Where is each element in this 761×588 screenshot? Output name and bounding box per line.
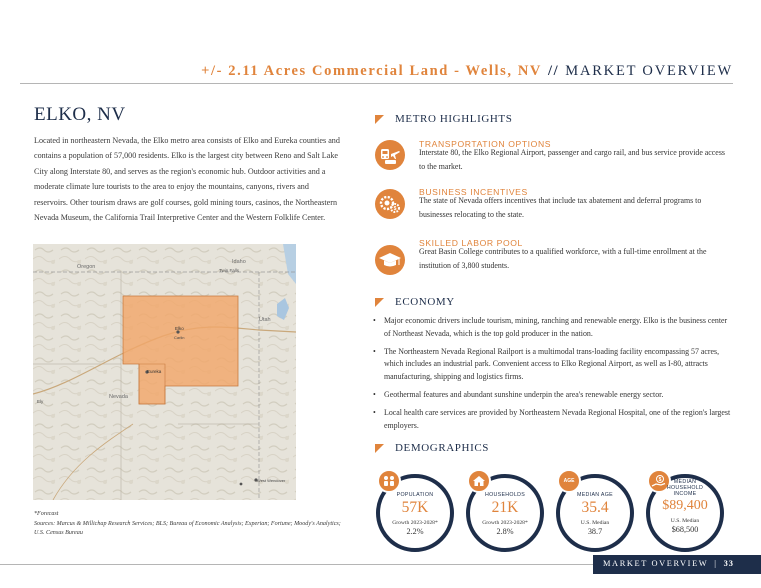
map-label-ely: Ely [37, 399, 44, 404]
demo-sub-population: Growth 2023-2028* [392, 520, 438, 526]
map-label-nevada: Nevada [109, 394, 128, 400]
highlight-text-transportation: Interstate 80, the Elko Regional Airport, passenger and cargo rail, and bus service provide access to the market. [419, 148, 725, 171]
section-arrow-icon [375, 298, 384, 307]
demo-label-income-2: HOUSEHOLD [666, 485, 704, 491]
map-label-idaho: Idaho [232, 259, 246, 265]
demo-value-income: $89,400 [662, 498, 708, 513]
demo-households [466, 474, 544, 552]
demographics-label: DEMOGRAPHICS [395, 442, 489, 454]
demo-sub-median-age: U.S. Median [580, 520, 610, 526]
demo-subvalue-median-age: 38.7 [587, 527, 603, 536]
demo-sub-households: Growth 2023-2028* [482, 520, 528, 526]
metro-highlights-label: METRO HIGHLIGHTS [395, 113, 513, 125]
demo-sub-income: U.S. Median [670, 518, 700, 524]
map-label-carlin: Carlin [174, 335, 185, 340]
footnote-forecast: *Forecast [34, 511, 59, 517]
header-rule [20, 83, 733, 84]
page-header [20, 61, 733, 85]
demo-label-income-1: MEDIAN [673, 479, 697, 485]
demo-value-population: 57K [401, 499, 429, 516]
list-item: • Major economic drivers include tourism, mining, ranching and renewable energy. Elko is the business center of Northeast Nevada, which is the top gold producer in the nation. [373, 315, 735, 340]
demo-label-population: POPULATION [396, 492, 434, 498]
city-heading: ELKO, NV [34, 104, 126, 125]
list-item: • Local health care services are provided by Northeastern Nevada Regional Hospital, one of the region's largest employers. [373, 407, 735, 432]
map-label-eureka: Eureka [147, 369, 162, 374]
economy-label: ECONOMY [395, 296, 455, 308]
economy-bullet-list [373, 315, 735, 438]
header-separator: // [547, 63, 560, 79]
section-arrow-icon [375, 115, 384, 124]
age-icon [557, 469, 581, 493]
highlight-title-transportation: TRANSPORTATION OPTIONS [419, 139, 552, 149]
region-map [33, 244, 296, 500]
age-badge-text: AGE [563, 478, 575, 484]
demo-median-age [556, 474, 634, 552]
footnote-sources: Sources: Marcus & Millichap Research Services; BLS; Bureau of Economic Analysis; Experian; Fortune; Moody's Analytics; U.S. Census Bureau [34, 520, 341, 536]
highlight-title-labor: SKILLED LABOR POOL [419, 238, 523, 248]
demo-value-households: 21K [491, 499, 519, 516]
demo-population [376, 474, 454, 552]
highlight-text-labor: Great Basin College contributes to a qualified workforce, with a full-time enrollment at the institution of 3,800 students. [419, 247, 707, 270]
footer-divider: | [714, 559, 718, 568]
svg-text:$: $ [658, 477, 662, 483]
header-title [201, 63, 733, 80]
list-item: • Geothermal features and abundant sunshine underpin the area's renewable energy sector. [373, 389, 735, 402]
demo-label-median-age: MEDIAN AGE [577, 492, 613, 498]
house-icon [467, 469, 491, 493]
demo-median-income [646, 474, 724, 552]
demo-value-median-age: 35.4 [581, 499, 609, 516]
footer-label: MARKET OVERVIEW [603, 559, 709, 568]
demo-label-households: HOUSEHOLDS [484, 492, 526, 498]
map-label-west-wendover: West Wendover [257, 478, 286, 483]
demo-subvalue-income: $68,500 [671, 525, 699, 534]
graduation-cap-icon [375, 245, 405, 275]
map-label-elko: Elko [175, 326, 184, 331]
map-graphic [33, 244, 296, 500]
section-arrow-icon [375, 444, 384, 453]
list-item: • The Northeastern Nevada Regional Railport is a multimodal trans-loading facility encompassing 57 acres, which includes an industrial park. Convenient access to Elko Regional Airport, as well as I-80, attracts manufacturing, shipping and logistics firms. [373, 346, 735, 384]
transportation-icon [375, 140, 405, 170]
page-footer [593, 555, 761, 574]
highlight-text-incentives: The state of Nevada offers incentives that include tax abatement and deferral programs to businesses relocating to the state. [419, 196, 702, 219]
demo-label-income-3: INCOME [673, 491, 697, 497]
property-title: +/- 2.11 Acres Commercial Land - Wells, NV [201, 63, 542, 79]
footer-rule [0, 564, 593, 565]
people-icon [377, 469, 401, 493]
map-label-utah: Utah [259, 317, 271, 323]
map-label-oregon: Oregon [77, 264, 96, 270]
section-title: MARKET OVERVIEW [565, 63, 733, 79]
intro-paragraph: Located in northeastern Nevada, the Elko metro area consists of Elko and Eureka counties and contains a population of 57,000 residents. Elko is the largest city between Reno and Salt Lake City along Interstate 80, and serves as the region's economic hub. Outdoor activities and a moderate climate lure tourists to the area to enjoy the mountains, canyons, rivers and reservoirs. Other tourism draws are golf courses, gold mining tours, casinos, the Northeastern Nevada Museum, the California Trail Interpretive Center and the Western Folklife Center. [34, 136, 340, 223]
gears-dollar-icon [375, 189, 405, 219]
highlight-title-incentives: BUSINESS INCENTIVES [419, 187, 528, 197]
footnote [34, 510, 344, 539]
map-label-twin-falls: Twin Falls [219, 268, 240, 273]
demo-subvalue-population: 2.2% [406, 527, 424, 536]
svg-text:$: $ [393, 206, 397, 212]
page-number: 33 [723, 559, 734, 568]
demo-subvalue-households: 2.8% [496, 527, 514, 536]
